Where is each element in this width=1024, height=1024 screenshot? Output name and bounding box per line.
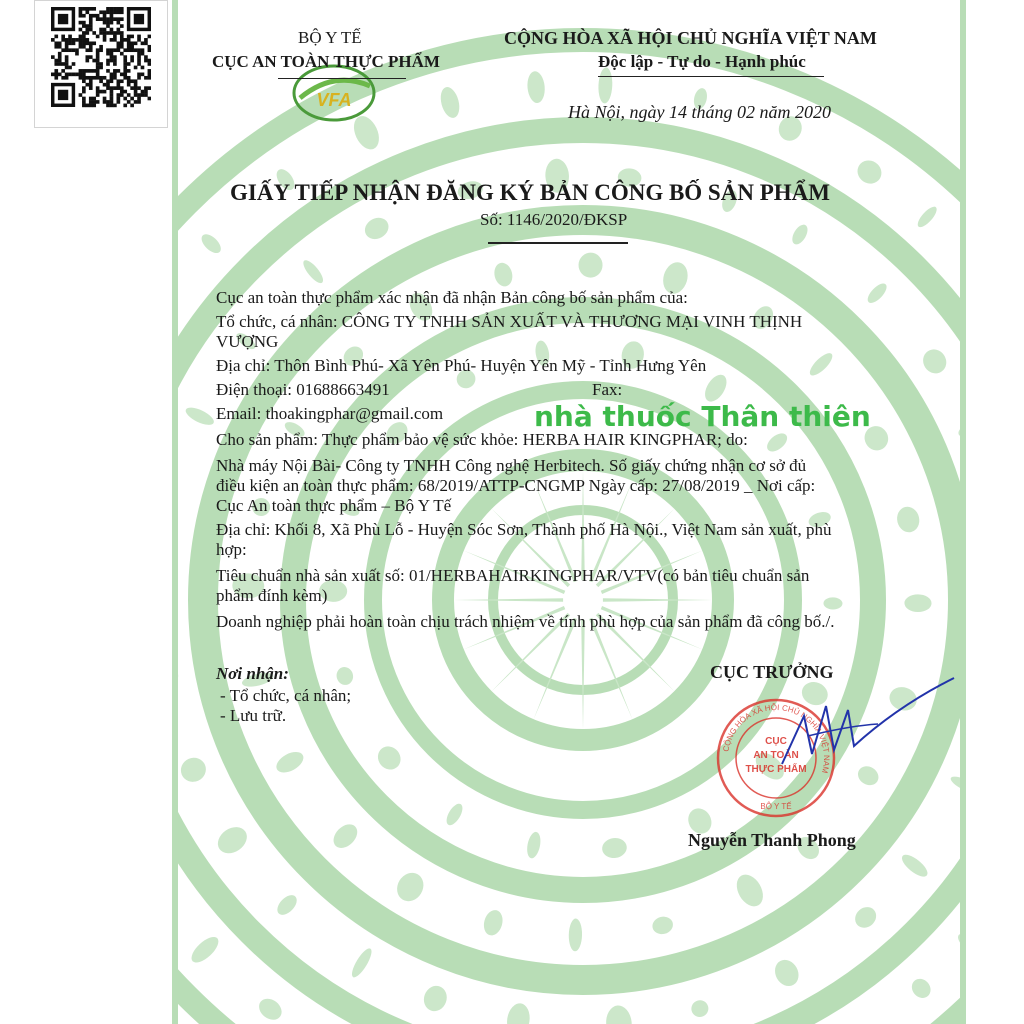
motto-underline	[598, 76, 824, 77]
body-line-15: Doanh nghiệp phải hoàn toàn chịu trách nhiệm về tính phù hợp của sản phẩm đã công bố./.	[216, 612, 835, 631]
body-line-4: Địa chỉ: Thôn Bình Phú- Xã Yên Phú- Huyện Yên Mỹ - Tỉnh Hưng Yên	[216, 356, 707, 375]
pharmacy-watermark: nhà thuốc Thân thiên	[534, 400, 871, 433]
recipient-item-1: - Tổ chức, cá nhân;	[220, 686, 352, 705]
agency-name: CỤC AN TOÀN THỰC PHẨM	[212, 52, 440, 71]
signature	[778, 676, 958, 776]
body-line-2: Tổ chức, cá nhân: CÔNG TY TNHH SẢN XUẤT VÀ THƯƠNG MẠI VINH THỊNH	[216, 312, 803, 331]
body-line-5-fax: Fax:	[592, 380, 623, 399]
stamp-bottom-text: BỘ Y TẾ	[760, 802, 792, 811]
document-title: GIẤY TIẾP NHẬN ĐĂNG KÝ BẢN CÔNG BỐ SẢN PHẨM	[230, 180, 830, 205]
body-line-9: điều kiện an toàn thực phẩm: 68/2019/ATTP-CNGMP Ngày cấp: 27/08/2019 _ Nơi cấp:	[216, 476, 816, 495]
qr-code	[34, 0, 168, 128]
vfa-logo-text: VFA	[316, 90, 352, 110]
body-line-14: phẩm đính kèm)	[216, 586, 328, 605]
ministry-name: BỘ Y TẾ	[298, 28, 362, 47]
agency-underline	[278, 78, 406, 79]
signer-name: Nguyễn Thanh Phong	[688, 830, 856, 850]
body-line-1: Cục an toàn thực phẩm xác nhận đã nhận Bản công bố sản phẩm của:	[216, 288, 688, 307]
body-line-7: Cho sản phẩm: Thực phẩm bảo vệ sức khỏe: HERBA HAIR KINGPHAR; do:	[216, 430, 748, 449]
recipient-item-2: - Lưu trữ.	[220, 706, 287, 725]
recipients-heading: Nơi nhận:	[216, 664, 289, 683]
document-number: Số: 1146/2020/ĐKSP	[480, 210, 628, 229]
body-line-8: Nhà máy Nội Bài- Công ty TNHH Công nghệ Herbitech. Số giấy chứng nhận cơ sở đủ	[216, 456, 807, 475]
body-line-3: VƯỢNG	[216, 332, 279, 351]
nation-name: CỘNG HÒA XÃ HỘI CHỦ NGHĨA VIỆT NAM	[504, 28, 877, 48]
signer-role: CỤC TRƯỞNG	[710, 662, 834, 682]
body-line-13: Tiêu chuẩn nhà sản xuất số: 01/HERBAHAIRKINGPHAR/VTV(có bản tiêu chuẩn sản	[216, 566, 810, 585]
body-line-5: Điện thoại: 01688663491	[216, 380, 390, 399]
nation-motto: Độc lập - Tự do - Hạnh phúc	[598, 52, 806, 71]
issue-date: Hà Nội, ngày 14 tháng 02 năm 2020	[568, 102, 831, 122]
stamp-outer-text: CỘNG HÒA XÃ HỘI CHỦ NGHĨA VIỆT NAM	[721, 702, 832, 775]
stamp-inner-1: CỤC	[765, 736, 787, 747]
body-line-11: Địa chỉ: Khối 8, Xã Phù Lỗ - Huyện Sóc Sơn, Thành phố Hà Nội., Việt Nam sản xuất, phù	[216, 520, 832, 539]
stamp-inner-2: AN TOÀN	[753, 750, 799, 761]
certificate-document	[172, 0, 966, 1024]
stamp-inner-3: THỰC PHẨM	[745, 764, 807, 775]
title-underline	[488, 242, 628, 244]
body-line-10: Cục An toàn thực phẩm – Bộ Y Tế	[216, 496, 452, 515]
body-line-12: hợp:	[216, 540, 247, 559]
body-line-6: Email: thoakingphar@gmail.com	[216, 404, 444, 423]
